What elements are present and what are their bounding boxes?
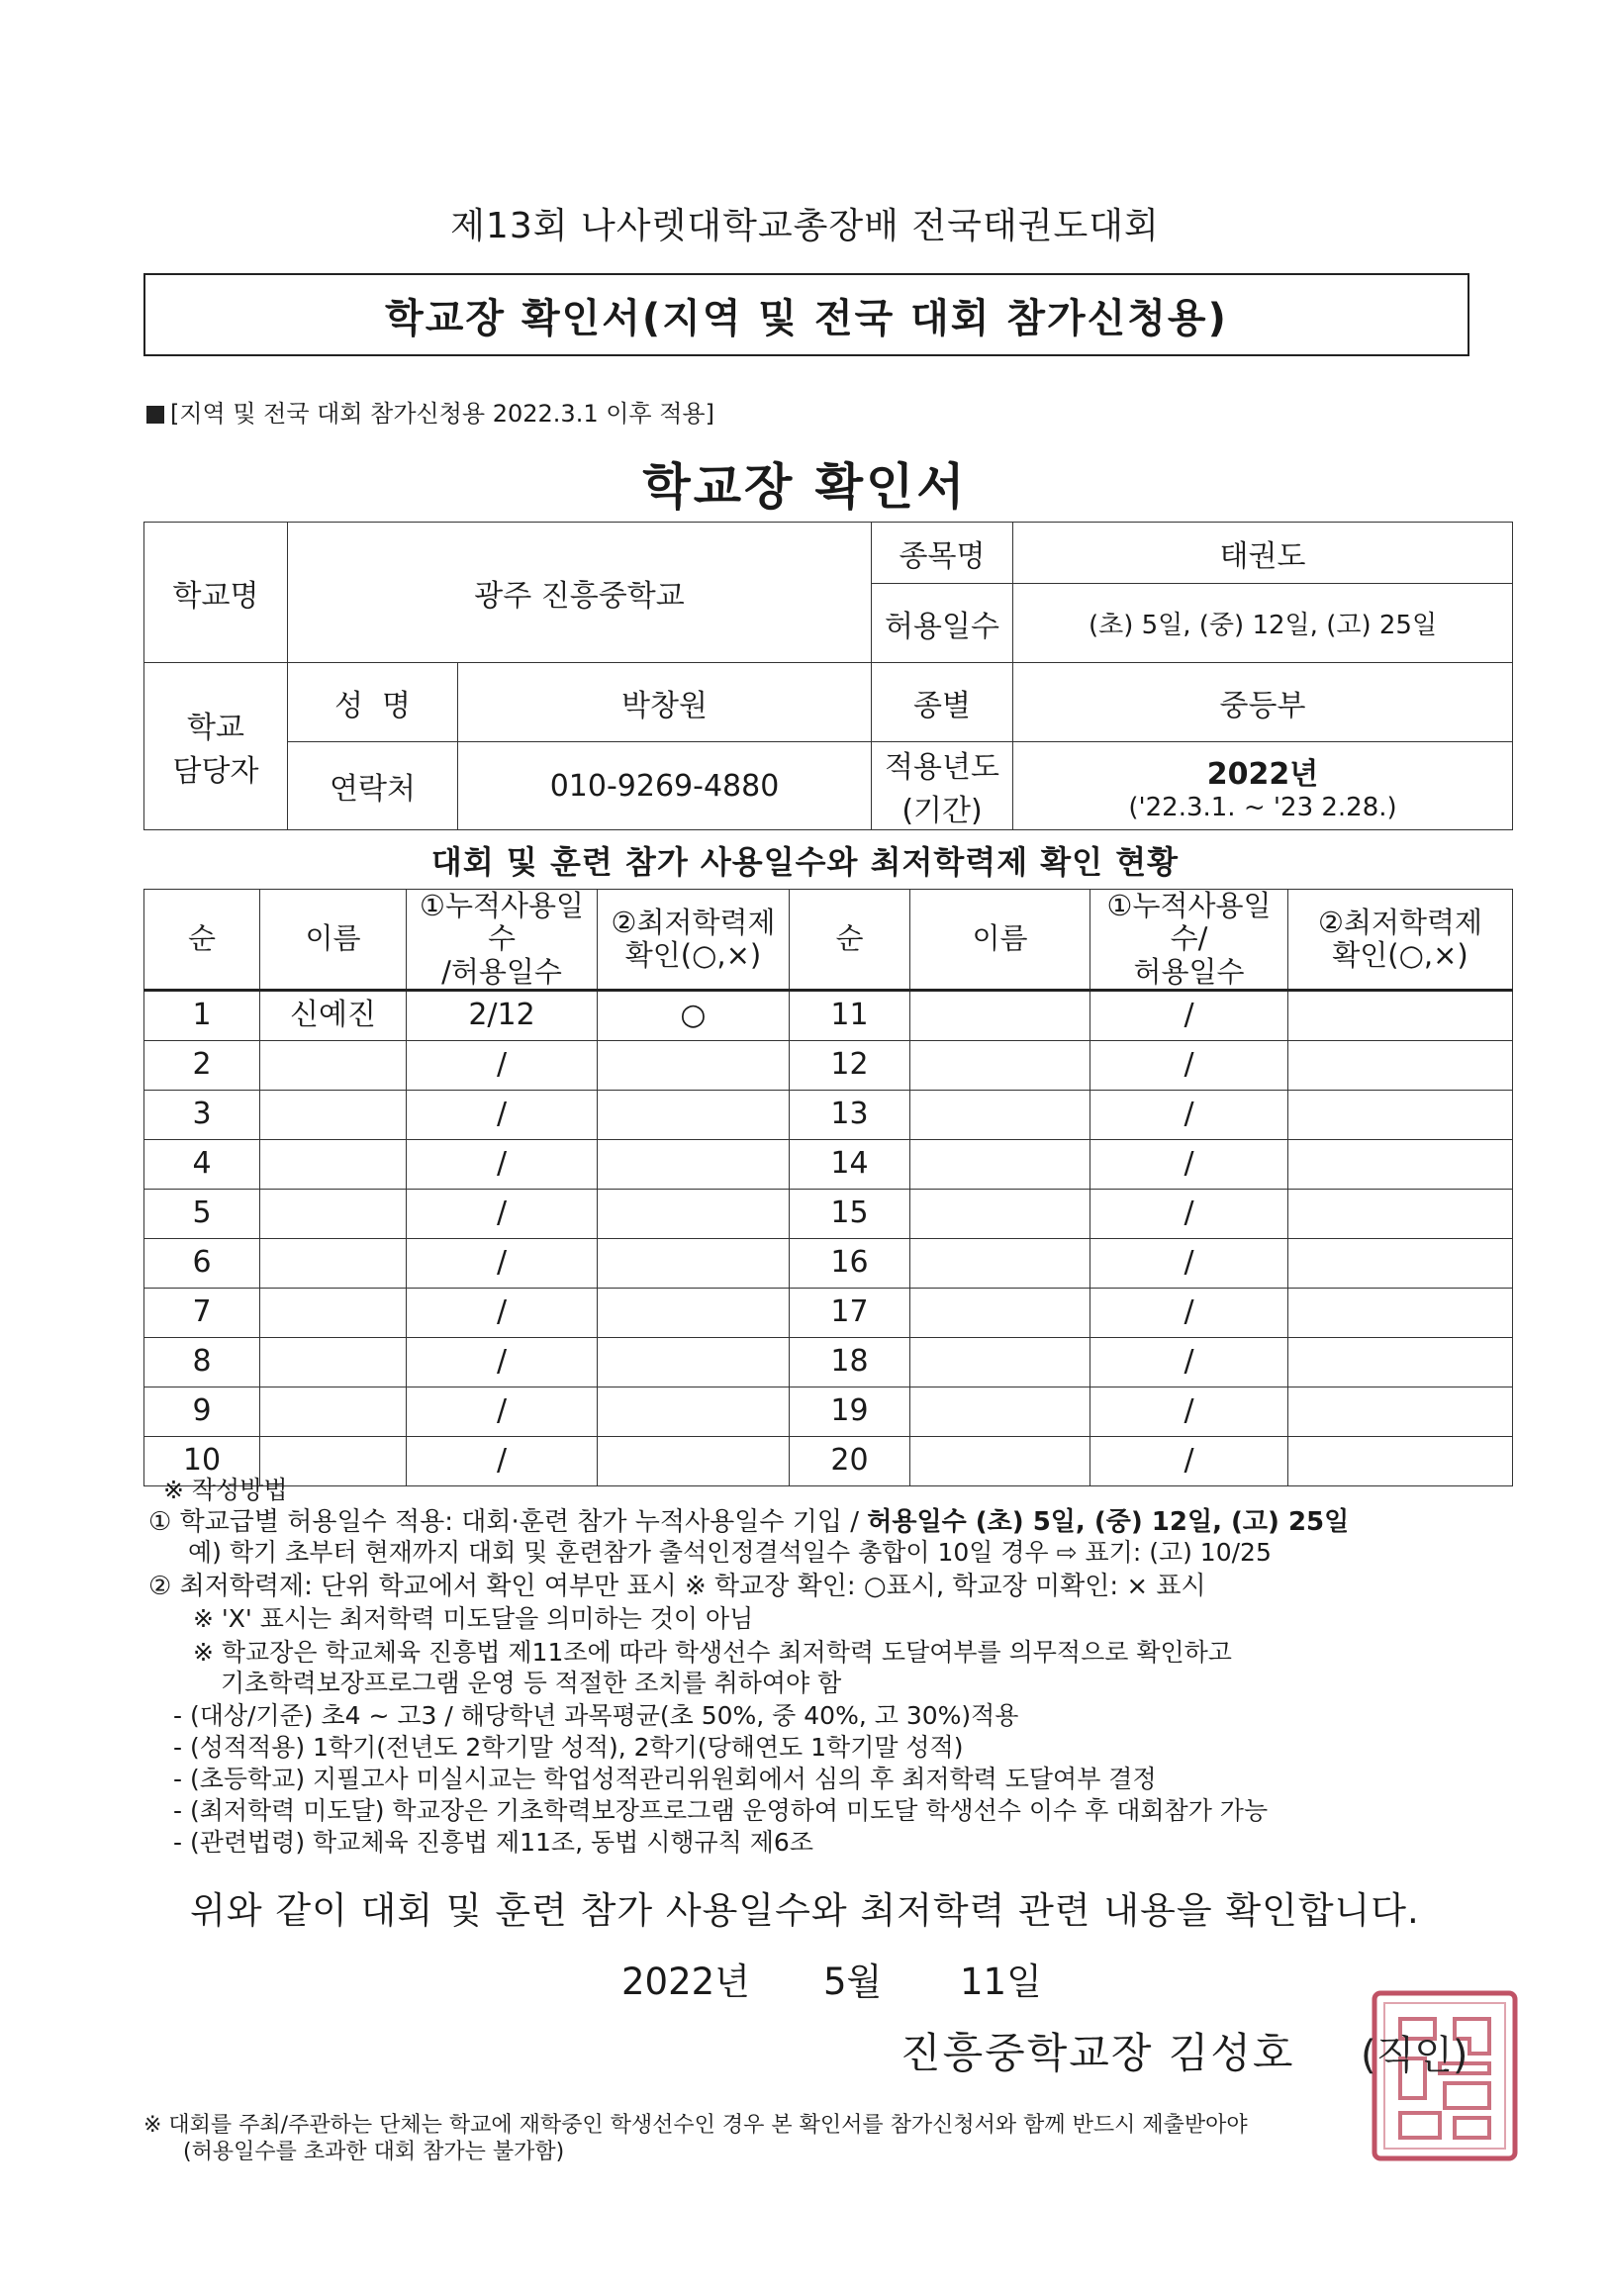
- header-no-left: 순: [144, 890, 260, 991]
- seal-mark-text: (직인): [1361, 2033, 1468, 2078]
- row-number-left: 1: [144, 991, 260, 1041]
- academic-check-right: [1288, 1140, 1513, 1190]
- date-month: 5월: [823, 1961, 883, 2003]
- table-row: [144, 1140, 1513, 1190]
- header-acad-left-line2: 확인(○,×): [624, 938, 762, 973]
- table-row: [144, 1190, 1513, 1239]
- academic-check-right: [1288, 1239, 1513, 1289]
- table-row: [144, 1041, 1513, 1091]
- used-days-right: /: [1090, 1140, 1288, 1190]
- row-number-right: 13: [790, 1091, 910, 1140]
- used-days-left: /: [407, 1387, 598, 1437]
- year-label-line1: 적용년도: [885, 750, 999, 785]
- school-name-value: 광주 진흥중학교: [288, 523, 872, 663]
- used-days-right: /: [1090, 1437, 1288, 1486]
- academic-check-left: [598, 1140, 790, 1190]
- row-number-left: 2: [144, 1041, 260, 1091]
- student-name-left: [260, 1239, 407, 1289]
- used-days-right: /: [1090, 1289, 1288, 1338]
- document-title: 학교장 확인서(지역 및 전국 대회 참가신청용): [385, 295, 1228, 341]
- detail-laws: - (관련법령) 학교체육 진흥법 제11조, 동법 시행규칙 제6조: [173, 1828, 813, 1857]
- row-number-right: 14: [790, 1140, 910, 1190]
- header-acad-right-line1: ②최저학력제: [1317, 905, 1483, 939]
- used-days-left: /: [407, 1338, 598, 1387]
- student-name-right: [910, 1338, 1090, 1387]
- allowed-days-label: 허용일수: [872, 584, 1013, 663]
- academic-check-right: [1288, 1289, 1513, 1338]
- manager-label-line2: 담당자: [172, 754, 259, 789]
- instruction-1-text: ① 학교급별 허용일수 적용: 대회·훈련 참가 누적사용일수 기입 /: [148, 1507, 868, 1537]
- instruction-2-note-b2: 기초학력보장프로그램 운영 등 적절한 조치를 취하여야 함: [221, 1669, 842, 1697]
- table-row: [144, 1289, 1513, 1338]
- student-name-right: [910, 1091, 1090, 1140]
- row-number-left: 4: [144, 1140, 260, 1190]
- manager-name-value: 박창원: [458, 663, 872, 742]
- header-days-right-line2: 허용일수: [1133, 954, 1245, 989]
- academic-check-left: [598, 1091, 790, 1140]
- instruction-2-note-a: ※ 'X' 표시는 최저학력 미도달을 의미하는 것이 아님: [193, 1604, 754, 1633]
- used-days-left: /: [407, 1190, 598, 1239]
- year-value-line2: ('22.3.1. ~ '23 2.28.): [1128, 793, 1397, 822]
- academic-check-left: [598, 1437, 790, 1486]
- table-row: [144, 1239, 1513, 1289]
- used-days-left: 2/12: [407, 991, 598, 1041]
- row-number-right: 20: [790, 1437, 910, 1486]
- row-number-right: 18: [790, 1338, 910, 1387]
- detail-target: - (대상/기준) 초4 ~ 고3 / 해당학년 과목평균(초 50%, 중 40%, 고 30%)적용: [173, 1701, 1019, 1730]
- header-acad-right: [1288, 890, 1513, 991]
- table-row: [144, 991, 1513, 1041]
- used-days-right: /: [1090, 1239, 1288, 1289]
- instructions-heading: ※ 작성방법: [163, 1476, 288, 1504]
- principal-name: 진흥중학교장 김성호: [900, 2029, 1295, 2077]
- year-value-line1: 2022년: [1206, 757, 1319, 792]
- row-number-left: 7: [144, 1289, 260, 1338]
- student-name-left: [260, 1338, 407, 1387]
- header-name-right: 이름: [910, 890, 1090, 991]
- academic-check-right: [1288, 1387, 1513, 1437]
- manager-label-line1: 학교: [187, 711, 244, 745]
- used-days-left: /: [407, 1289, 598, 1338]
- row-number-left: 8: [144, 1338, 260, 1387]
- academic-check-left: [598, 1041, 790, 1091]
- used-days-left: /: [407, 1140, 598, 1190]
- student-name-right: [910, 1437, 1090, 1486]
- academic-check-left: [598, 1190, 790, 1239]
- confirmation-statement: 위와 같이 대회 및 훈련 참가 사용일수와 최저학력 관련 내용을 확인합니다.: [190, 1889, 1420, 1932]
- application-note-text: [지역 및 전국 대회 참가신청용 2022.3.1 이후 적용]: [170, 400, 714, 428]
- header-days-left-line2: /허용일수: [441, 954, 562, 989]
- division-value: 중등부: [1013, 663, 1513, 742]
- header-name-left: 이름: [260, 890, 407, 991]
- division-label: 종별: [872, 663, 1013, 742]
- used-days-right: /: [1090, 1190, 1288, 1239]
- used-days-left: /: [407, 1437, 598, 1486]
- event-value: 태권도: [1013, 523, 1513, 584]
- academic-check-left: [598, 1387, 790, 1437]
- roster-table: [143, 889, 1513, 1486]
- instruction-1-example: 예) 학기 초부터 현재까지 대회 및 훈련참가 출석인정결석일수 총합이 10일 경우 ⇨ 표기: (고) 10/25: [188, 1538, 1272, 1567]
- status-title: 대회 및 훈련 참가 사용일수와 최저학력제 확인 현황: [430, 843, 1180, 881]
- event-label: 종목명: [872, 523, 1013, 584]
- year-label-line2: (기간): [901, 794, 983, 828]
- row-number-left: 10: [144, 1437, 260, 1486]
- document-title-box: [143, 273, 1469, 356]
- student-name-right: [910, 1239, 1090, 1289]
- year-value: [1013, 742, 1513, 830]
- academic-check-right: [1288, 1190, 1513, 1239]
- header-acad-left: [598, 890, 790, 991]
- detail-grades: - (성적적용) 1학기(전년도 2학기말 성적), 2학기(당해연도 1학기말 성적): [173, 1733, 964, 1762]
- instruction-2: ② 최저학력제: 단위 학교에서 확인 여부만 표시 ※ 학교장 확인: ○표시, 학교장 미확인: × 표시: [148, 1572, 1206, 1601]
- student-name-left: [260, 1387, 407, 1437]
- used-days-right: /: [1090, 1338, 1288, 1387]
- academic-check-left: [598, 1338, 790, 1387]
- square-bullet-icon: [146, 406, 164, 424]
- student-name-left: 신예진: [260, 991, 407, 1041]
- header-days-right: [1090, 890, 1288, 991]
- student-name-right: [910, 1190, 1090, 1239]
- detail-elementary: - (초등학교) 지필고사 미실시교는 학업성적관리위원회에서 심의 후 최저학력 도달여부 결정: [173, 1765, 1157, 1793]
- year-label: [872, 742, 1013, 830]
- row-number-left: 9: [144, 1387, 260, 1437]
- row-number-right: 11: [790, 991, 910, 1041]
- header-acad-left-line1: ②최저학력제: [611, 905, 776, 939]
- table-row: [144, 1091, 1513, 1140]
- date-day: 11일: [960, 1961, 1042, 2003]
- academic-check-left: [598, 1239, 790, 1289]
- student-name-left: [260, 1289, 407, 1338]
- student-name-left: [260, 1091, 407, 1140]
- table-row: [144, 1437, 1513, 1486]
- row-number-right: 12: [790, 1041, 910, 1091]
- manager-label: [144, 663, 288, 830]
- student-name-right: [910, 1041, 1090, 1091]
- header-days-right-line1: ①누적사용일수/: [1106, 889, 1272, 956]
- academic-check-right: [1288, 991, 1513, 1041]
- row-number-right: 16: [790, 1239, 910, 1289]
- table-row: [144, 1387, 1513, 1437]
- student-name-right: [910, 1289, 1090, 1338]
- row-number-right: 15: [790, 1190, 910, 1239]
- main-title: 학교장 확인서: [642, 458, 968, 516]
- header-days-left-line1: ①누적사용일수: [419, 889, 585, 956]
- academic-check-left: ○: [598, 991, 790, 1041]
- row-number-right: 17: [790, 1289, 910, 1338]
- used-days-right: /: [1090, 1091, 1288, 1140]
- event-title: 제13회 나사렛대학교총장배 전국태권도대회: [450, 206, 1160, 246]
- allowed-days-value: (초) 5일, (중) 12일, (고) 25일: [1013, 584, 1513, 663]
- academic-check-right: [1288, 1091, 1513, 1140]
- instruction-1-allowed: 허용일수 (초) 5일, (중) 12일, (고) 25일: [867, 1507, 1350, 1537]
- school-info-table: [143, 522, 1513, 830]
- contact-label: 연락처: [288, 742, 458, 830]
- student-name-right: [910, 1140, 1090, 1190]
- student-name-left: [260, 1041, 407, 1091]
- footnote-submission: ※ 대회를 주최/주관하는 단체는 학교에 재학중인 학생선수인 경우 본 확인서를 참가신청서와 함께 반드시 제출받아야: [143, 2113, 1248, 2138]
- application-note: [146, 394, 714, 429]
- header-days-left: [407, 890, 598, 991]
- contact-value: 010-9269-4880: [458, 742, 872, 830]
- row-number-left: 5: [144, 1190, 260, 1239]
- row-number-right: 19: [790, 1387, 910, 1437]
- used-days-right: /: [1090, 1387, 1288, 1437]
- row-number-left: 6: [144, 1239, 260, 1289]
- school-name-label: 학교명: [144, 523, 288, 663]
- used-days-right: /: [1090, 1041, 1288, 1091]
- academic-check-right: [1288, 1437, 1513, 1486]
- detail-below-minimum: - (최저학력 미도달) 학교장은 기초학력보장프로그램 운영하여 미도달 학생선수 이수 후 대회참가 가능: [173, 1796, 1269, 1825]
- academic-check-right: [1288, 1041, 1513, 1091]
- student-name-left: [260, 1190, 407, 1239]
- table-row: [144, 1338, 1513, 1387]
- instruction-2-note-b1: ※ 학교장은 학교체육 진흥법 제11조에 따라 학생선수 최저학력 도달여부를 의무적으로 확인하고: [193, 1638, 1232, 1667]
- header-no-right: 순: [790, 890, 910, 991]
- academic-check-left: [598, 1289, 790, 1338]
- student-name-right: [910, 1387, 1090, 1437]
- used-days-left: /: [407, 1239, 598, 1289]
- footnote-limit: (허용일수를 초과한 대회 참가는 불가함): [183, 2140, 565, 2164]
- used-days-right: /: [1090, 991, 1288, 1041]
- student-name-left: [260, 1140, 407, 1190]
- header-acad-right-line2: 확인(○,×): [1332, 938, 1468, 973]
- row-number-left: 3: [144, 1091, 260, 1140]
- manager-name-label: 성 명: [288, 663, 458, 742]
- date-year: 2022년: [621, 1961, 750, 2003]
- student-name-right: [910, 991, 1090, 1041]
- used-days-left: /: [407, 1091, 598, 1140]
- used-days-left: /: [407, 1041, 598, 1091]
- academic-check-right: [1288, 1338, 1513, 1387]
